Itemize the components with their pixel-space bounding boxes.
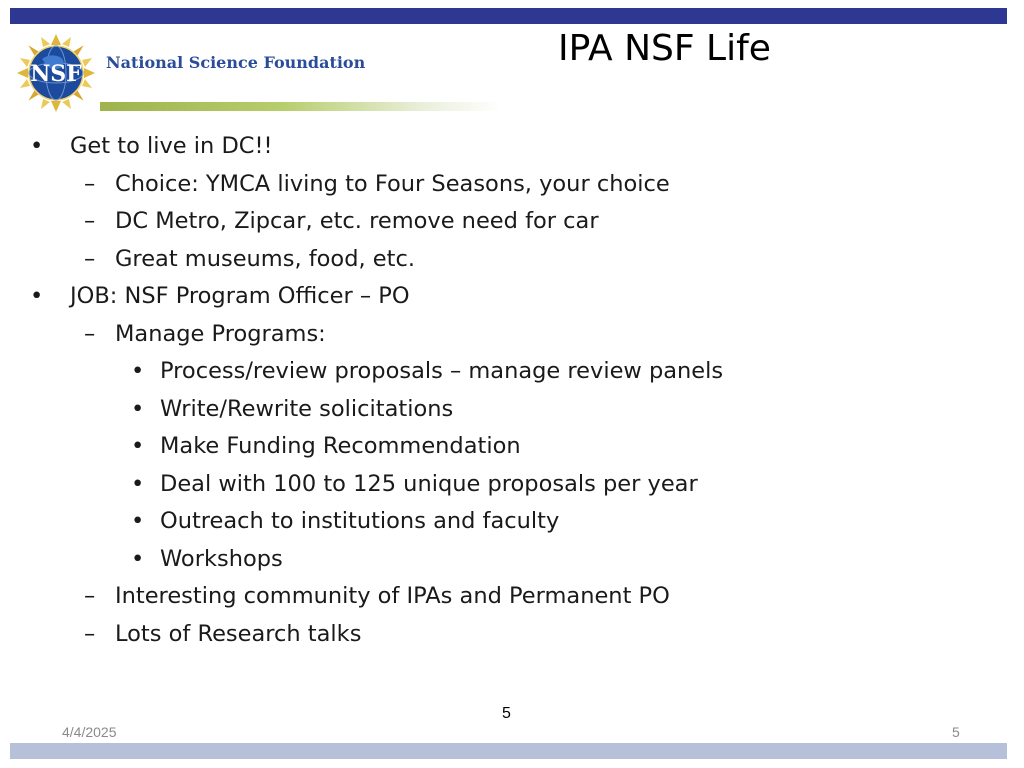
bullet-marker: • <box>30 283 44 309</box>
dash-marker: – <box>84 583 96 609</box>
nsf-globe-icon <box>16 33 96 113</box>
list-item-text: Outreach to institutions and faculty <box>160 508 560 534</box>
list-item-text: Choice: YMCA living to Four Seasons, your choice <box>115 170 670 197</box>
dash-marker: – <box>84 320 96 347</box>
list-item <box>0 503 1024 539</box>
list-item-text: DC Metro, Zipcar, etc. remove need for car <box>115 208 599 234</box>
nsf-logo <box>16 33 96 113</box>
list-item <box>0 128 1024 164</box>
bottom-band <box>10 743 1007 759</box>
list-item <box>0 466 1024 502</box>
bullet-marker: • <box>131 545 145 572</box>
list-item <box>0 353 1024 389</box>
list-item-text: Workshops <box>160 545 283 572</box>
list-item <box>0 316 1024 352</box>
list-item <box>0 241 1024 277</box>
list-item-text: Lots of Research talks <box>115 620 362 647</box>
list-item-text: Great museums, food, etc. <box>115 245 415 272</box>
dash-marker: – <box>84 170 96 197</box>
bullet-marker: • <box>131 358 145 384</box>
dash-marker: – <box>84 245 96 272</box>
dash-marker: – <box>84 620 96 647</box>
list-item-text: Make Funding Recommendation <box>160 433 521 459</box>
dash-marker: – <box>84 208 96 234</box>
list-item <box>0 391 1024 427</box>
list-item <box>0 278 1024 314</box>
list-item <box>0 166 1024 202</box>
slide-title: IPA NSF Life <box>558 28 771 69</box>
list-item <box>0 541 1024 577</box>
list-item <box>0 428 1024 464</box>
title-accent-bar <box>100 102 500 111</box>
bullet-marker: • <box>30 133 44 159</box>
bullet-marker: • <box>131 395 145 422</box>
organization-name: National Science Foundation <box>106 53 366 72</box>
list-item-text: Get to live in DC!! <box>70 133 273 159</box>
list-item-text: Manage Programs: <box>115 320 326 347</box>
list-item-text: Process/review proposals – manage review panels <box>160 358 724 384</box>
list-item <box>0 578 1024 614</box>
list-item <box>0 203 1024 239</box>
list-item-text: Deal with 100 to 125 unique proposals per year <box>160 470 698 497</box>
page-number-center: 5 <box>502 705 511 722</box>
list-item <box>0 616 1024 652</box>
list-item-text: JOB: NSF Program Officer – PO <box>70 283 410 309</box>
list-item-text: Interesting community of IPAs and Permanent PO <box>115 583 670 609</box>
footer-page-number: 5 <box>952 724 960 740</box>
list-item-text: Write/Rewrite solicitations <box>160 395 454 422</box>
bullet-marker: • <box>131 433 145 459</box>
top-band <box>10 8 1007 24</box>
bullet-marker: • <box>131 508 145 534</box>
svg-text:NSF: NSF <box>30 61 82 87</box>
footer-date: 4/4/2025 <box>62 724 117 740</box>
bullet-marker: • <box>131 470 145 497</box>
